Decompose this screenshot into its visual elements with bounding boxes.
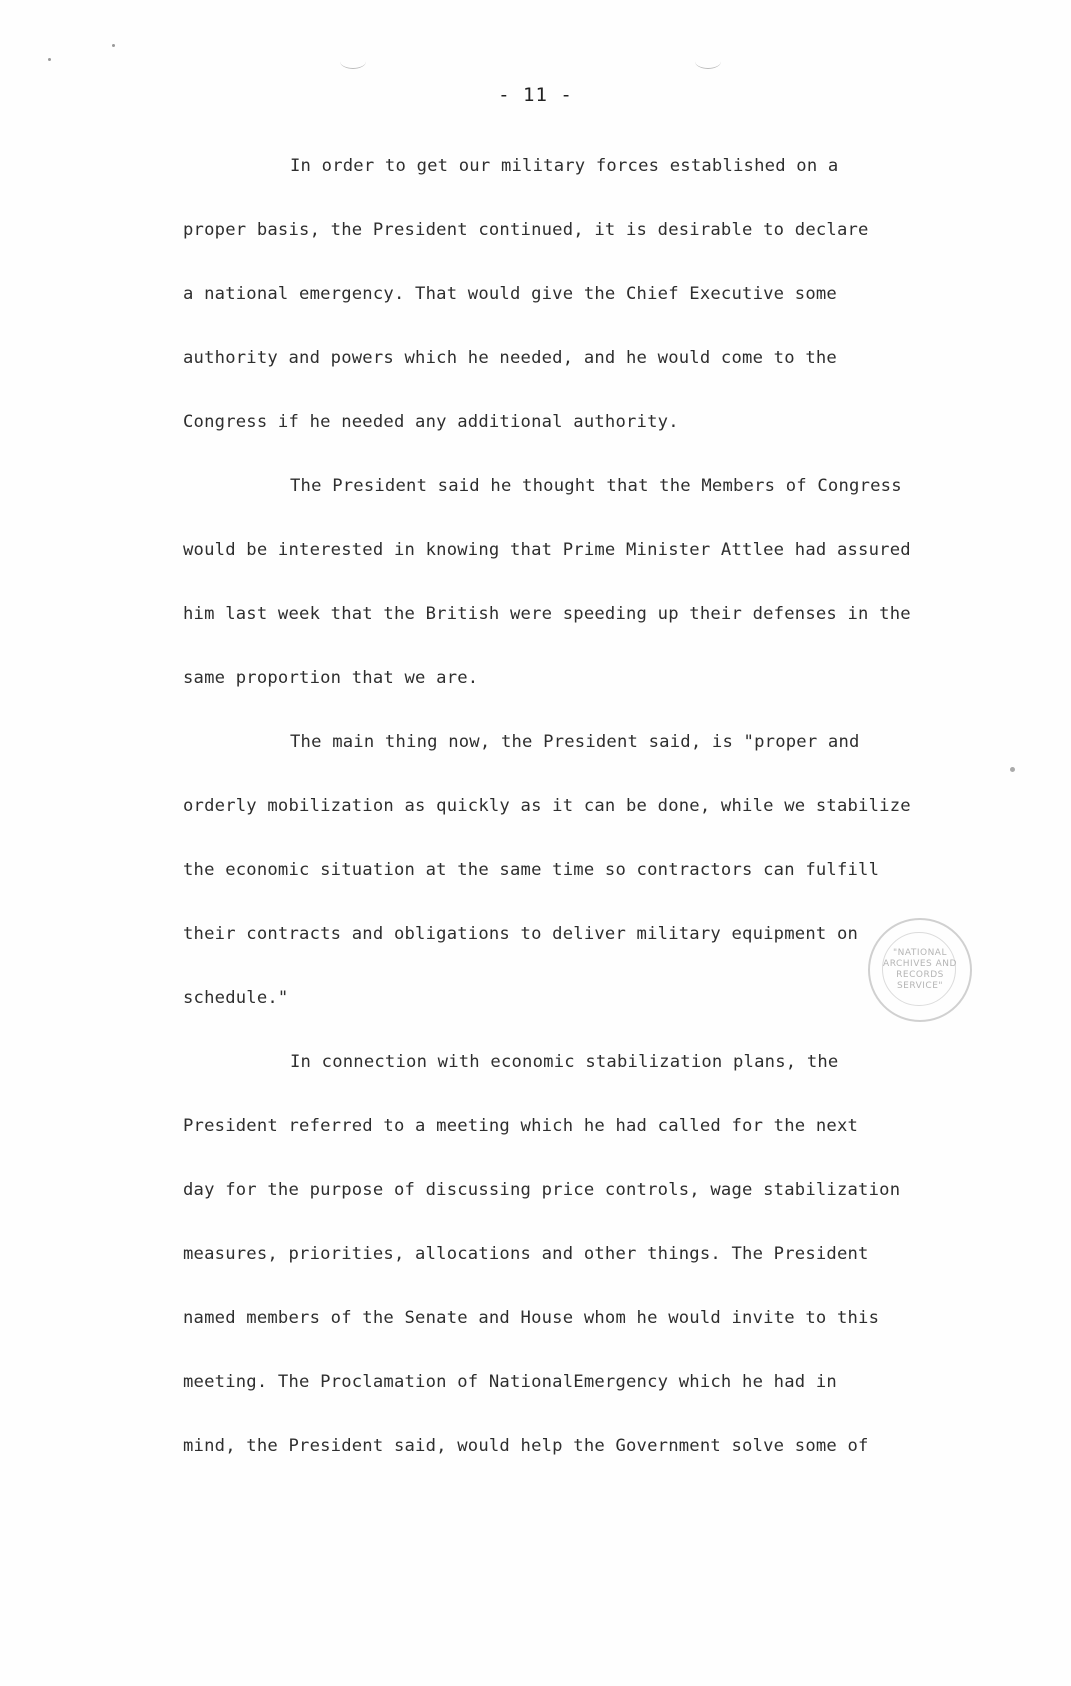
text-line: their contracts and obligations to deliver military equipment on (183, 924, 859, 944)
archive-stamp-text: "NATIONAL (893, 948, 947, 958)
archive-stamp-text: SERVICE" (896, 981, 944, 991)
text-line: day for the purpose of discussing price controls, wage stabilization (183, 1180, 901, 1200)
text-line: meeting. The Proclamation of NationalEmergency which he had in (183, 1372, 837, 1392)
text-line: named members of the Senate and House whom he would invite to this (183, 1308, 880, 1328)
paper-speck (48, 58, 51, 61)
text-line: President referred to a meeting which he had called for the next (183, 1116, 859, 1136)
text-line: would be interested in knowing that Prime Minister Attlee had assured (183, 540, 911, 560)
text-line: mind, the President said, would help the Government solve some of (183, 1436, 869, 1456)
text-line: Congress if he needed any additional authority. (183, 412, 679, 432)
paper-speck (1010, 767, 1015, 772)
text-line: a national emergency. That would give the Chief Executive some (183, 284, 837, 304)
text-line: measures, priorities, allocations and other things. The President (183, 1244, 869, 1264)
text-line: proper basis, the President continued, it is desirable to declare (183, 220, 869, 240)
archive-stamp-text: RECORDS (896, 970, 944, 980)
text-line: The main thing now, the President said, is "proper and (290, 732, 860, 752)
text-line: same proportion that we are. (183, 668, 479, 688)
archive-stamp-text: ARCHIVES AND (883, 959, 957, 969)
text-line: authority and powers which he needed, and he would come to the (183, 348, 837, 368)
binding-mark-right (695, 54, 721, 69)
text-line: schedule." (183, 988, 289, 1008)
text-line: In connection with economic stabilization plans, the (290, 1052, 839, 1072)
page-number: - 11 - (498, 84, 573, 106)
text-line: The President said he thought that the Members of Congress (290, 476, 902, 496)
text-line: him last week that the British were speeding up their defenses in the (183, 604, 911, 624)
archive-stamp (868, 918, 972, 1022)
binding-mark-left (340, 54, 366, 69)
paper-speck (112, 44, 115, 47)
text-line: orderly mobilization as quickly as it can be done, while we stabilize (183, 796, 911, 816)
text-line: the economic situation at the same time so contractors can fulfill (183, 860, 880, 880)
text-line: In order to get our military forces established on a (290, 156, 839, 176)
